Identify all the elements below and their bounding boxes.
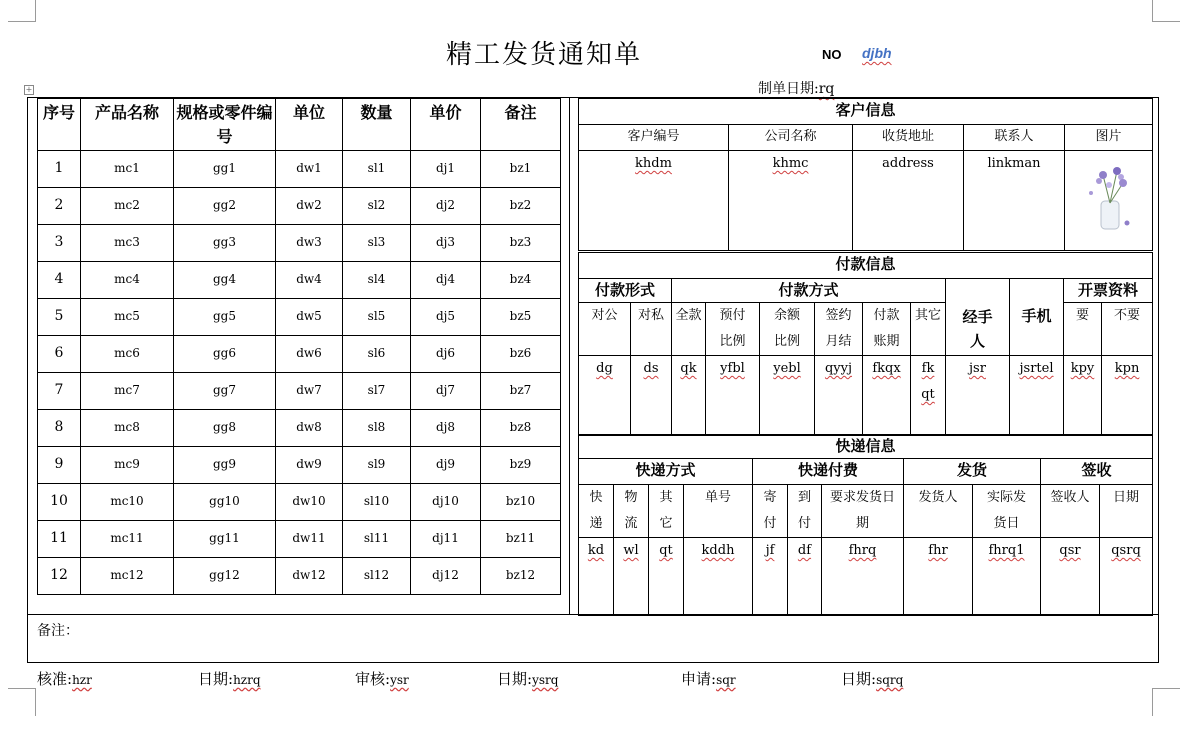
table-row [38, 225, 561, 262]
product-cell[interactable]: mc6 [81, 336, 174, 373]
col-header-spec: 规格或零件编号 [174, 99, 276, 151]
payment-value[interactable]: kpn [1102, 356, 1153, 436]
payment-subheader: 对私 [631, 303, 672, 356]
customer-col-picture: 图片 [1065, 125, 1153, 151]
col-header-unit-price: 单价 [411, 99, 481, 151]
payment-subheader: 对公 [579, 303, 631, 356]
product-cell[interactable]: mc9 [81, 447, 174, 484]
payment-subheader: 签约月结 [815, 303, 863, 356]
express-sign-title: 签收 [1041, 459, 1153, 485]
express-subheader: 寄付 [753, 485, 788, 538]
note-label[interactable]: 备注： [37, 623, 79, 639]
approve-date-value: hzrq [233, 673, 261, 687]
product-cell[interactable]: sl5 [343, 299, 411, 336]
product-cell[interactable]: dw9 [276, 447, 343, 484]
review-label: 审核: [355, 670, 391, 688]
product-cell[interactable]: dw6 [276, 336, 343, 373]
product-cell[interactable]: bz2 [481, 188, 561, 225]
product-cell[interactable]: mc11 [81, 521, 174, 558]
product-cell[interactable]: sl1 [343, 151, 411, 188]
payment-section-title: 付款信息 [579, 253, 1153, 279]
invoice-title: 开票资料 [1064, 279, 1153, 303]
payment-subheader: 其它 [911, 303, 946, 356]
product-table [37, 98, 561, 595]
row-index: 12 [38, 558, 81, 595]
payment-value[interactable]: fkqx [863, 356, 911, 436]
express-subheader: 单号 [684, 485, 753, 538]
issue-date-value[interactable]: rq [818, 81, 835, 97]
product-cell[interactable]: gg7 [174, 373, 276, 410]
customer-contact-value[interactable]: linkman [964, 151, 1065, 251]
col-header-product-name: 产品名称 [81, 99, 174, 151]
product-cell[interactable]: dj6 [411, 336, 481, 373]
payment-value[interactable]: yebl [760, 356, 815, 436]
express-value[interactable]: fhrq [822, 538, 904, 616]
crop-mark-top-left [8, 0, 36, 22]
approve-value: hzr [72, 673, 92, 687]
table-row [38, 373, 561, 410]
product-cell[interactable]: bz3 [481, 225, 561, 262]
payment-value[interactable]: qyyj [815, 356, 863, 436]
product-cell[interactable]: gg12 [174, 558, 276, 595]
product-cell[interactable]: mc7 [81, 373, 174, 410]
express-subheader: 要求发货日期 [822, 485, 904, 538]
product-cell[interactable]: bz6 [481, 336, 561, 373]
product-cell[interactable]: dw12 [276, 558, 343, 595]
table-row [38, 262, 561, 299]
row-index: 2 [38, 188, 81, 225]
payment-value[interactable]: kpy [1064, 356, 1102, 436]
product-cell[interactable]: dw7 [276, 373, 343, 410]
row-index: 4 [38, 262, 81, 299]
payment-value[interactable]: yfbl [706, 356, 760, 436]
customer-col-id: 客户编号 [579, 125, 729, 151]
product-cell[interactable]: sl9 [343, 447, 411, 484]
product-cell[interactable]: bz12 [481, 558, 561, 595]
review-date-label: 日期: [497, 670, 533, 688]
customer-id-value[interactable]: khdm [579, 151, 729, 251]
col-header-remark: 备注 [481, 99, 561, 151]
table-row [38, 558, 561, 595]
product-cell[interactable]: gg5 [174, 299, 276, 336]
product-cell[interactable]: dw5 [276, 299, 343, 336]
customer-col-company: 公司名称 [729, 125, 853, 151]
express-section-title: 快递信息 [579, 435, 1153, 459]
payment-subheader: 余额比例 [760, 303, 815, 356]
product-cell[interactable]: bz9 [481, 447, 561, 484]
crop-mark-bottom-right [1152, 688, 1180, 716]
footer-approve[interactable] [37, 668, 92, 689]
payment-form-title: 付款形式 [579, 279, 672, 303]
footer-review-date[interactable] [497, 668, 558, 689]
express-subheader: 物流 [614, 485, 649, 538]
product-cell[interactable]: dj1 [411, 151, 481, 188]
col-header-unit: 单位 [276, 99, 343, 151]
product-cell[interactable]: mc8 [81, 410, 174, 447]
table-row [38, 299, 561, 336]
review-date-value: ysrq [532, 673, 559, 687]
express-fee-title: 快递付费 [753, 459, 904, 485]
table-row [38, 336, 561, 373]
document-title: 精工发货通知单 [446, 40, 643, 70]
express-subheader: 签收人 [1041, 485, 1100, 538]
express-subheader: 实际发货日 [973, 485, 1041, 538]
payment-method-title: 付款方式 [672, 279, 946, 303]
product-cell[interactable]: mc2 [81, 188, 174, 225]
product-cell[interactable]: gg10 [174, 484, 276, 521]
product-cell[interactable]: sl10 [343, 484, 411, 521]
crop-mark-bottom-left [8, 688, 36, 716]
apply-value: sqr [716, 673, 736, 687]
express-value[interactable]: wl [614, 538, 649, 616]
customer-company-value[interactable]: khmc [729, 151, 853, 251]
express-value[interactable]: fhr [904, 538, 973, 616]
table-row [38, 188, 561, 225]
row-index: 6 [38, 336, 81, 373]
product-cell[interactable]: bz11 [481, 521, 561, 558]
row-index: 1 [38, 151, 81, 188]
table-row [38, 410, 561, 447]
product-cell[interactable]: sl6 [343, 336, 411, 373]
product-cell[interactable]: gg2 [174, 188, 276, 225]
issue-date-label: 制单日期: [758, 81, 819, 97]
product-cell[interactable]: gg4 [174, 262, 276, 299]
product-cell[interactable]: bz10 [481, 484, 561, 521]
payment-value[interactable]: qk [672, 356, 706, 436]
product-cell[interactable]: dj10 [411, 484, 481, 521]
approve-label: 核准: [37, 670, 73, 688]
product-cell[interactable]: sl11 [343, 521, 411, 558]
apply-date-value: sqrq [876, 673, 904, 687]
product-cell[interactable]: gg1 [174, 151, 276, 188]
product-cell[interactable]: gg9 [174, 447, 276, 484]
handler-label: 经手人 [946, 279, 1010, 356]
row-index: 11 [38, 521, 81, 558]
express-ship-title: 发货 [904, 459, 1041, 485]
product-cell[interactable]: gg8 [174, 410, 276, 447]
product-cell[interactable]: sl2 [343, 188, 411, 225]
express-value[interactable]: qsr [1041, 538, 1100, 616]
phone-label: 手机 [1010, 279, 1064, 356]
footer-apply-date[interactable] [841, 668, 903, 689]
express-value[interactable]: qsrq [1100, 538, 1153, 616]
product-cell[interactable]: sl8 [343, 410, 411, 447]
product-cell[interactable]: dw1 [276, 151, 343, 188]
customer-col-address: 收货地址 [853, 125, 964, 151]
product-cell[interactable]: gg6 [174, 336, 276, 373]
express-subheader: 日期 [1100, 485, 1153, 538]
product-cell[interactable]: mc12 [81, 558, 174, 595]
payment-value[interactable]: dg [579, 356, 631, 436]
product-cell[interactable]: gg3 [174, 225, 276, 262]
product-cell[interactable]: dw3 [276, 225, 343, 262]
payment-subheader: 预付比例 [706, 303, 760, 356]
product-cell[interactable]: mc1 [81, 151, 174, 188]
product-cell[interactable]: dj2 [411, 188, 481, 225]
row-index: 10 [38, 484, 81, 521]
row-index: 8 [38, 410, 81, 447]
row-index: 3 [38, 225, 81, 262]
payment-value[interactable]: ds [631, 356, 672, 436]
product-cell[interactable]: bz8 [481, 410, 561, 447]
product-cell[interactable]: dw8 [276, 410, 343, 447]
express-value[interactable]: kd [579, 538, 614, 616]
product-cell[interactable]: sl12 [343, 558, 411, 595]
apply-label: 申请: [681, 670, 717, 688]
table-row [38, 484, 561, 521]
approve-date-label: 日期: [198, 670, 234, 688]
product-cell[interactable]: dj12 [411, 558, 481, 595]
col-header-index: 序号 [38, 99, 81, 151]
payment-table [578, 252, 1153, 436]
product-cell[interactable]: dj3 [411, 225, 481, 262]
express-subheader: 其它 [649, 485, 684, 538]
product-cell[interactable]: mc4 [81, 262, 174, 299]
product-cell[interactable]: bz5 [481, 299, 561, 336]
table-row [38, 151, 561, 188]
payment-subheader: 不要 [1102, 303, 1153, 356]
product-cell[interactable]: dj8 [411, 410, 481, 447]
review-value: ysr [390, 673, 409, 687]
customer-address-value[interactable]: address [853, 151, 964, 251]
table-move-handle-icon[interactable]: + [25, 85, 33, 94]
table-row [38, 447, 561, 484]
product-cell[interactable]: gg11 [174, 521, 276, 558]
product-cell[interactable]: dj7 [411, 373, 481, 410]
row-index: 7 [38, 373, 81, 410]
product-cell[interactable]: dw2 [276, 188, 343, 225]
express-value[interactable]: qt [649, 538, 684, 616]
express-method-title: 快递方式 [579, 459, 753, 485]
product-cell[interactable]: bz4 [481, 262, 561, 299]
customer-picture-cell[interactable] [1065, 151, 1153, 251]
express-value[interactable]: fhrq1 [973, 538, 1041, 616]
number-value[interactable]: djbh [862, 45, 892, 61]
product-cell[interactable]: sl7 [343, 373, 411, 410]
express-value[interactable]: jf [753, 538, 788, 616]
product-header-row [38, 99, 561, 151]
customer-col-contact: 联系人 [964, 125, 1065, 151]
col-header-quantity: 数量 [343, 99, 411, 151]
express-subheader: 快递 [579, 485, 614, 538]
number-label: NO [822, 47, 842, 62]
footer-apply[interactable] [681, 668, 736, 689]
product-cell[interactable]: dw4 [276, 262, 343, 299]
product-cell[interactable]: dj5 [411, 299, 481, 336]
payment-subheader: 要 [1064, 303, 1102, 356]
product-cell[interactable]: sl4 [343, 262, 411, 299]
product-cell[interactable]: sl3 [343, 225, 411, 262]
product-cell[interactable]: bz1 [481, 151, 561, 188]
customer-section-title: 客户信息 [579, 99, 1153, 125]
product-cell[interactable]: dw11 [276, 521, 343, 558]
table-row [38, 521, 561, 558]
payment-subheader: 全款 [672, 303, 706, 356]
product-cell[interactable]: mc10 [81, 484, 174, 521]
express-table [578, 434, 1153, 616]
payment-value[interactable]: fkqt [911, 356, 946, 436]
express-value[interactable]: kddh [684, 538, 753, 616]
footer-review[interactable] [355, 668, 409, 689]
crop-mark-top-right [1152, 0, 1180, 22]
apply-date-label: 日期: [841, 670, 877, 688]
customer-table [578, 98, 1153, 251]
row-index: 9 [38, 447, 81, 484]
row-index: 5 [38, 299, 81, 336]
product-cell[interactable]: dj9 [411, 447, 481, 484]
issue-date-line [758, 78, 834, 98]
footer-approve-date[interactable] [198, 668, 261, 689]
product-cell[interactable]: dw10 [276, 484, 343, 521]
payment-subheader: 付款账期 [863, 303, 911, 356]
product-cell[interactable]: dj4 [411, 262, 481, 299]
product-cell[interactable]: bz7 [481, 373, 561, 410]
flower-vase-image [1079, 163, 1139, 235]
payment-value[interactable]: jsrtel [1010, 356, 1064, 436]
express-subheader: 到付 [788, 485, 822, 538]
product-cell[interactable]: mc3 [81, 225, 174, 262]
frame-vertical-divider [569, 97, 570, 615]
payment-value[interactable]: jsr [946, 356, 1010, 436]
express-value[interactable]: df [788, 538, 822, 616]
product-cell[interactable]: dj11 [411, 521, 481, 558]
product-cell[interactable]: mc5 [81, 299, 174, 336]
express-subheader: 发货人 [904, 485, 973, 538]
